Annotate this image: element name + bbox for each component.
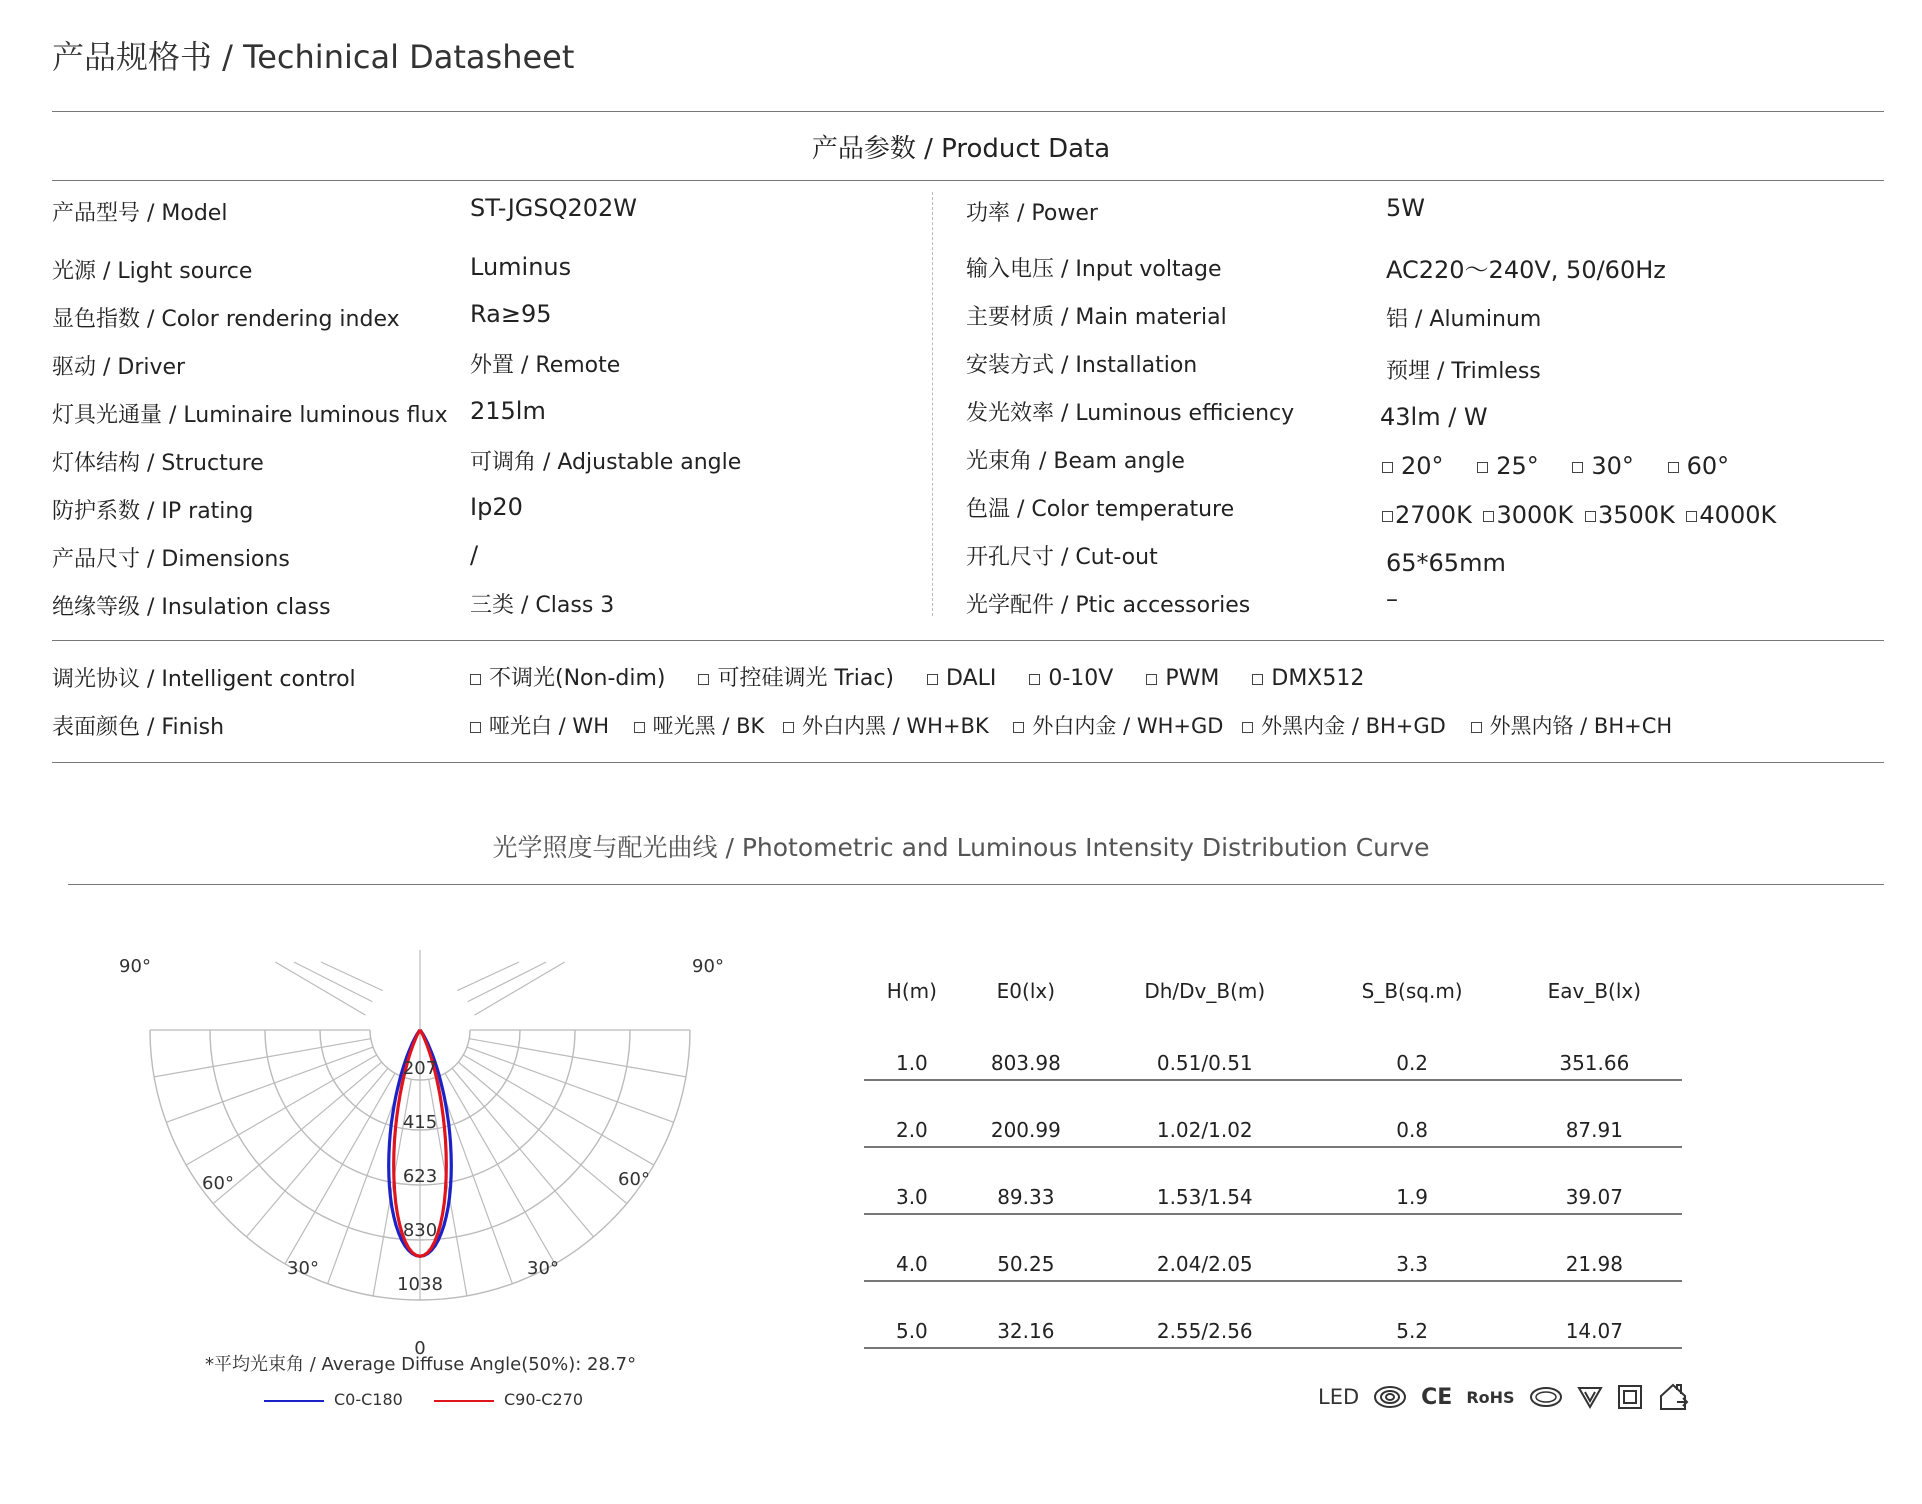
checkbox-icon: [698, 674, 709, 685]
polar-spoke: [457, 962, 519, 991]
column-header: E0(lx): [996, 979, 1056, 1003]
color-temp-option[interactable]: 3000K: [1483, 501, 1573, 529]
spec-value-efficiency: 43lm / W: [1380, 403, 1488, 431]
angle-tick-label: 90°: [119, 956, 151, 977]
page-title: 产品规格书 / Techinical Datasheet: [52, 38, 575, 76]
spec-label-light-source: 光源 / Light source: [52, 259, 253, 284]
finish-option[interactable]: 哑光白 / WH: [470, 710, 609, 740]
spec-label-flux: 灯具光通量 / Luminaire luminous flux: [52, 403, 448, 428]
table-cell: 1.53/1.54: [1092, 1147, 1318, 1214]
spec-label-efficiency: 发光效率 / Luminous efficiency: [966, 401, 1295, 426]
spec-label-material: 主要材质 / Main material: [966, 305, 1227, 330]
angle-tick-label: 30°: [287, 1258, 319, 1279]
angle-tick-label: 30°: [527, 1258, 559, 1279]
angle-tick-label: 90°: [692, 956, 724, 977]
table-cell: 89.33: [960, 1147, 1092, 1214]
table-cell: 0.8: [1318, 1080, 1507, 1147]
angle-tick-label: 60°: [618, 1169, 650, 1190]
polar-labels: [119, 956, 724, 1359]
polar-spoke: [328, 1077, 403, 1284]
table-row: [864, 1147, 1682, 1214]
house-icon: [1657, 1382, 1689, 1412]
beam-angle-option[interactable]: 25°: [1477, 452, 1539, 480]
legend-swatch-red: [434, 1400, 494, 1402]
table-cell: 87.91: [1507, 1080, 1682, 1147]
spec-label-structure: 灯体结构 / Structure: [52, 451, 264, 476]
table-cell: 200.99: [960, 1080, 1092, 1147]
table-cell: 351.66: [1507, 1014, 1682, 1080]
table-cell: 803.98: [960, 1014, 1092, 1080]
checkbox-icon: [1382, 511, 1393, 522]
finish-options: [470, 710, 1672, 740]
checkbox-icon: [1242, 722, 1253, 733]
checkbox-icon: [1585, 511, 1596, 522]
polar-spoke: [452, 1068, 593, 1237]
polar-spoke: [275, 962, 365, 1015]
table-cell: 2.0: [864, 1080, 960, 1147]
spec-value-voltage: AC220～240V, 50/60Hz: [1386, 256, 1666, 284]
table-cell: 14.07: [1507, 1281, 1682, 1348]
checkbox-icon: [470, 674, 481, 685]
spec-value-cri: Ra≥95: [470, 300, 552, 328]
spec-label-installation: 安装方式 / Installation: [966, 353, 1198, 378]
angle-tick-label: 0: [414, 1338, 426, 1359]
finish-label: 表面颜色 / Finish: [52, 715, 225, 740]
table-cell: 2.04/2.05: [1092, 1214, 1318, 1281]
table-cell: 3.0: [864, 1147, 960, 1214]
ccc-icon: [1373, 1385, 1407, 1409]
control-option[interactable]: DALI: [927, 666, 996, 691]
checkbox-icon: [1668, 462, 1679, 473]
spec-value-model: ST-JGSQ202W: [470, 194, 638, 222]
polar-spoke: [213, 1062, 382, 1203]
spec-label-power: 功率 / Power: [966, 201, 1098, 226]
checkbox-icon: [1382, 462, 1393, 473]
table-cell: 0.2: [1318, 1014, 1507, 1080]
checkbox-icon: [1029, 674, 1040, 685]
radial-tick-label: 623: [402, 1166, 438, 1187]
color-temp-option[interactable]: 4000K: [1686, 501, 1776, 529]
table-cell: 4.0: [864, 1214, 960, 1281]
table-cell: 5.0: [864, 1281, 960, 1348]
control-label: 调光协议 / Intelligent control: [52, 667, 356, 692]
ce-mark: CE: [1421, 1384, 1453, 1410]
table-cell: 5.2: [1318, 1281, 1507, 1348]
color-temp-option[interactable]: 3500K: [1585, 501, 1675, 529]
column-header: Eav_B(lx): [1547, 979, 1642, 1003]
tv-triangle-icon: [1577, 1385, 1603, 1409]
checkbox-icon: [1252, 674, 1263, 685]
finish-option[interactable]: 外白内金 / WH+GD: [1013, 710, 1223, 740]
spec-label-cri: 显色指数 / Color rendering index: [52, 307, 400, 332]
control-option[interactable]: DMX512: [1252, 666, 1364, 691]
spec-label-insulation: 绝缘等级 / Insulation class: [52, 595, 331, 620]
control-option[interactable]: PWM: [1146, 666, 1219, 691]
table-header-row: [864, 968, 1682, 1014]
options-divider-top: [52, 640, 1884, 641]
checkbox-icon: [1686, 511, 1697, 522]
radial-tick-label: 415: [402, 1112, 438, 1133]
table-row: [864, 1080, 1682, 1147]
beam-angle-option[interactable]: 60°: [1668, 452, 1730, 480]
control-option[interactable]: 不调光(Non-dim): [470, 661, 665, 692]
checkbox-icon: [470, 722, 481, 733]
polar-spoke: [166, 1047, 373, 1122]
control-option[interactable]: 0-10V: [1029, 666, 1113, 691]
legend-c90: C90-C270: [434, 1390, 583, 1409]
finish-option[interactable]: 外黑内铬 / BH+CH: [1471, 710, 1673, 740]
spec-label-beam-angle: 光束角 / Beam angle: [966, 449, 1185, 474]
spec-label-accessories: 光学配件 / Ptic accessories: [966, 593, 1251, 618]
spec-label-color-temp: 色温 / Color temperature: [966, 497, 1235, 522]
checkbox-icon: [783, 722, 794, 733]
polar-spoke: [437, 1077, 512, 1284]
spec-value-installation: 预埋 / Trimless: [1386, 359, 1541, 384]
led-mark: LED: [1318, 1385, 1360, 1409]
finish-option[interactable]: 外白内黑 / WH+BK: [783, 710, 989, 740]
table-cell: 1.9: [1318, 1147, 1507, 1214]
radial-tick-label: 830: [402, 1220, 438, 1241]
checkbox-icon: [1477, 462, 1488, 473]
column-divider: [932, 192, 933, 616]
checkbox-icon: [634, 722, 645, 733]
table-cell: 0.51/0.51: [1092, 1014, 1318, 1080]
table-cell: 1.02/1.02: [1092, 1080, 1318, 1147]
spec-label-voltage: 输入电压 / Input voltage: [966, 257, 1222, 282]
spec-label-ip: 防护系数 / IP rating: [52, 499, 254, 524]
legend-swatch-blue: [264, 1400, 324, 1402]
beam-angle-option[interactable]: 20°: [1382, 452, 1444, 480]
spec-label-model: 产品型号 / Model: [52, 201, 228, 226]
column-header: S_B(sq.m): [1361, 979, 1463, 1003]
table-cell: 2.55/2.56: [1092, 1281, 1318, 1348]
radial-tick-label: 207: [402, 1058, 438, 1079]
spec-value-material: 铝 / Aluminum: [1386, 307, 1542, 332]
checkbox-icon: [1471, 722, 1482, 733]
cqc-icon: [1529, 1386, 1563, 1408]
column-header: Dh/Dv_B(m): [1144, 979, 1266, 1003]
table-cell: 32.16: [960, 1281, 1092, 1348]
spec-value-accessories: –: [1386, 585, 1398, 613]
radial-tick-label: 1038: [397, 1274, 443, 1295]
spec-label-driver: 驱动 / Driver: [52, 355, 186, 380]
table-cell: 3.3: [1318, 1214, 1507, 1281]
spec-value-driver: 外置 / Remote: [470, 353, 621, 378]
checkbox-icon: [1572, 462, 1583, 473]
table-cell: 21.98: [1507, 1214, 1682, 1281]
table-row: [864, 1214, 1682, 1281]
table-cell: 39.07: [1507, 1147, 1682, 1214]
polar-spoke: [246, 1068, 387, 1237]
control-option[interactable]: 可控硅调光 Triac): [698, 661, 894, 692]
checkbox-icon: [1013, 722, 1024, 733]
spec-value-light-source: Luminus: [470, 253, 572, 281]
photometric-table: [864, 968, 1682, 1349]
beam-angle-option[interactable]: 30°: [1572, 452, 1634, 480]
spec-value-dimensions: /: [470, 541, 479, 569]
certification-marks: [1318, 1382, 1689, 1412]
curve-title: 光学照度与配光曲线 / Photometric and Luminous Intensity Distribution Curve: [492, 833, 1430, 862]
rohs-mark: RoHS: [1466, 1387, 1515, 1407]
table-row: [864, 1281, 1682, 1348]
double-insulation-icon: [1617, 1384, 1643, 1410]
section-divider: [52, 180, 1884, 181]
title-divider: [52, 111, 1884, 112]
beam-angle-note: *平均光束角 / Average Diffuse Angle(50%): 28.7°: [205, 1354, 637, 1375]
column-header: H(m): [886, 979, 937, 1003]
polar-spoke: [154, 1039, 371, 1077]
finish-option[interactable]: 外黑内金 / BH+GD: [1242, 710, 1446, 740]
table-cell: 1.0: [864, 1014, 960, 1080]
control-options: [470, 661, 1390, 692]
beam-angle-options: [1382, 452, 1755, 480]
polar-spoke: [321, 962, 383, 991]
polar-spoke: [469, 1039, 686, 1077]
table-row: [864, 1014, 1682, 1080]
spec-label-dimensions: 产品尺寸 / Dimensions: [52, 547, 290, 572]
table-cell: 50.25: [960, 1214, 1092, 1281]
finish-option[interactable]: 哑光黑 / BK: [634, 710, 765, 740]
angle-tick-label: 60°: [202, 1173, 234, 1194]
spec-value-power: 5W: [1386, 194, 1425, 222]
polar-spoke: [467, 1047, 674, 1122]
spec-value-structure: 可调角 / Adjustable angle: [470, 450, 742, 475]
checkbox-icon: [1146, 674, 1157, 685]
spec-label-cutout: 开孔尺寸 / Cut-out: [966, 545, 1158, 570]
polar-spoke: [458, 1062, 627, 1203]
spec-value-flux: 215lm: [470, 397, 546, 425]
spec-value-insulation: 三类 / Class 3: [470, 593, 615, 618]
legend-c0: C0-C180: [264, 1390, 403, 1409]
color-temp-options: [1382, 501, 1780, 529]
spec-value-cutout: 65*65mm: [1386, 549, 1506, 577]
checkbox-icon: [927, 674, 938, 685]
spec-value-ip: Ip20: [470, 493, 523, 521]
checkbox-icon: [1483, 511, 1494, 522]
polar-spoke: [475, 962, 565, 1015]
curve-divider: [68, 884, 1884, 885]
color-temp-option[interactable]: 2700K: [1382, 501, 1472, 529]
options-divider-bottom: [52, 762, 1884, 763]
section-title: 产品参数 / Product Data: [811, 134, 1111, 164]
